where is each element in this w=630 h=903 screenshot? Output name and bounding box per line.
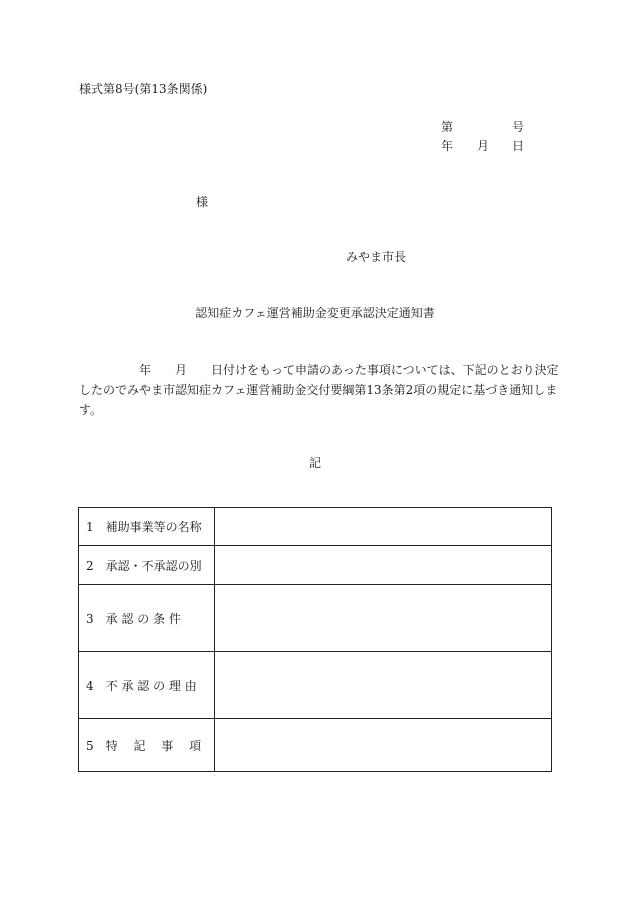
document-title: 認知症カフェ運営補助金変更承認決定通知書 [195,306,435,320]
document-number-prefix: 第 [441,120,454,134]
issuer: みやま市長 [346,250,407,264]
row-label-approval-status: 2 承認・不承認の別 [79,546,215,585]
date-month: 月 [477,139,490,153]
row-value-special-notes[interactable] [215,719,552,772]
row-label-special-notes: 5 特 記 事 項 [79,719,215,772]
document-number-line [441,118,523,134]
row-value-rejection-reason[interactable] [215,652,552,719]
body-line-3: す。 [79,403,103,417]
row-label-project-name: 1 補助事業等の名称 [79,508,215,546]
body-paragraph [79,360,559,420]
row-value-project-name[interactable] [215,508,552,546]
table-row [79,585,552,652]
row-value-approval-status[interactable] [215,546,552,585]
items-table [78,507,552,772]
date-day: 日 [512,139,525,153]
table-row [79,508,552,546]
table-row [79,652,552,719]
row-value-approval-conditions[interactable] [215,585,552,652]
date-year: 年 [441,139,454,153]
form-number: 様式第8号(第13条関係) [79,82,208,96]
document-number-suffix: 号 [512,120,525,134]
date-line [441,137,523,153]
body-line-1: 年 月 日付けをもって申請のあった事項については、下記のとおり決定 [79,363,559,377]
body-line-2: したのでみやま市認知症カフェ運営補助金交付要綱第13条第2項の規定に基づき通知しま [79,383,558,397]
row-label-rejection-reason: 4 不 承 認 の 理 由 [79,652,215,719]
table-row [79,719,552,772]
table-row [79,546,552,585]
addressee-suffix: 様 [196,195,209,209]
ki-heading: 記 [308,456,321,470]
row-label-approval-conditions: 3 承 認 の 条 件 [79,585,215,652]
